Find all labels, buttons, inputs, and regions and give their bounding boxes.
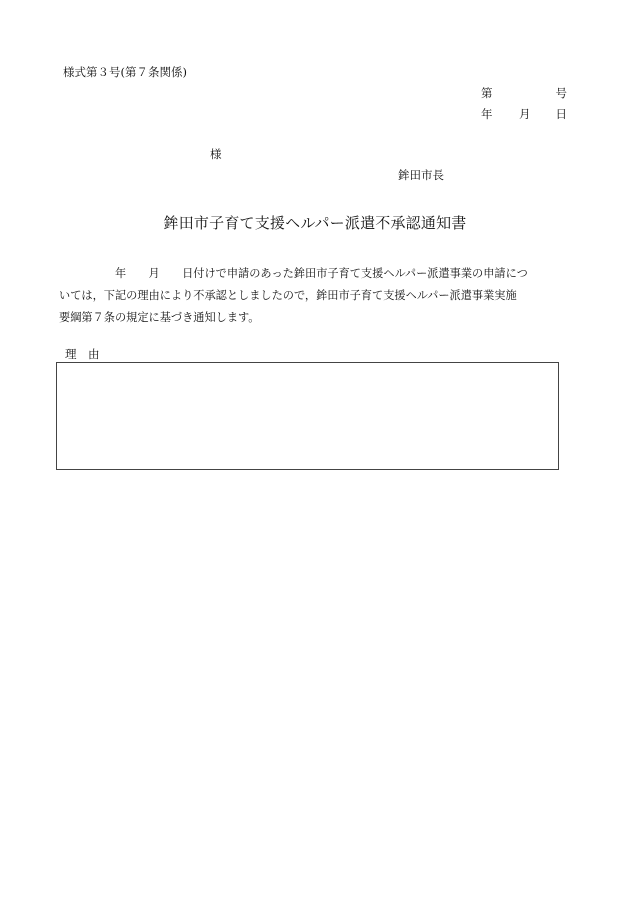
- body-line-1: 年 月 日付けで申請のあった鉾田市子育て支援ヘルパー派遣事業の申請につ: [59, 267, 528, 280]
- reason-label: 理 由: [65, 347, 100, 361]
- body-line-2: いては，下記の理由により不承認としましたので，鉾田市子育て支援ヘルパー派遣事業実施: [59, 289, 517, 302]
- number-prefix: 第: [481, 86, 493, 100]
- date-day: 日: [555, 107, 567, 121]
- document-title: 鉾田市子育て支援ヘルパー派遣不承認通知書: [163, 214, 467, 232]
- form-number: 様式第３号(第７条関係): [63, 65, 187, 79]
- notice-body: [59, 263, 576, 329]
- reason-box: [56, 362, 559, 470]
- date-year: 年: [481, 107, 493, 121]
- sender-name: 鉾田市長: [398, 168, 444, 182]
- addressee-suffix: 様: [210, 147, 222, 161]
- number-suffix: 号: [555, 86, 567, 100]
- date-month: 月: [519, 107, 531, 121]
- body-line-3: 要綱第７条の規定に基づき通知します。: [59, 311, 260, 324]
